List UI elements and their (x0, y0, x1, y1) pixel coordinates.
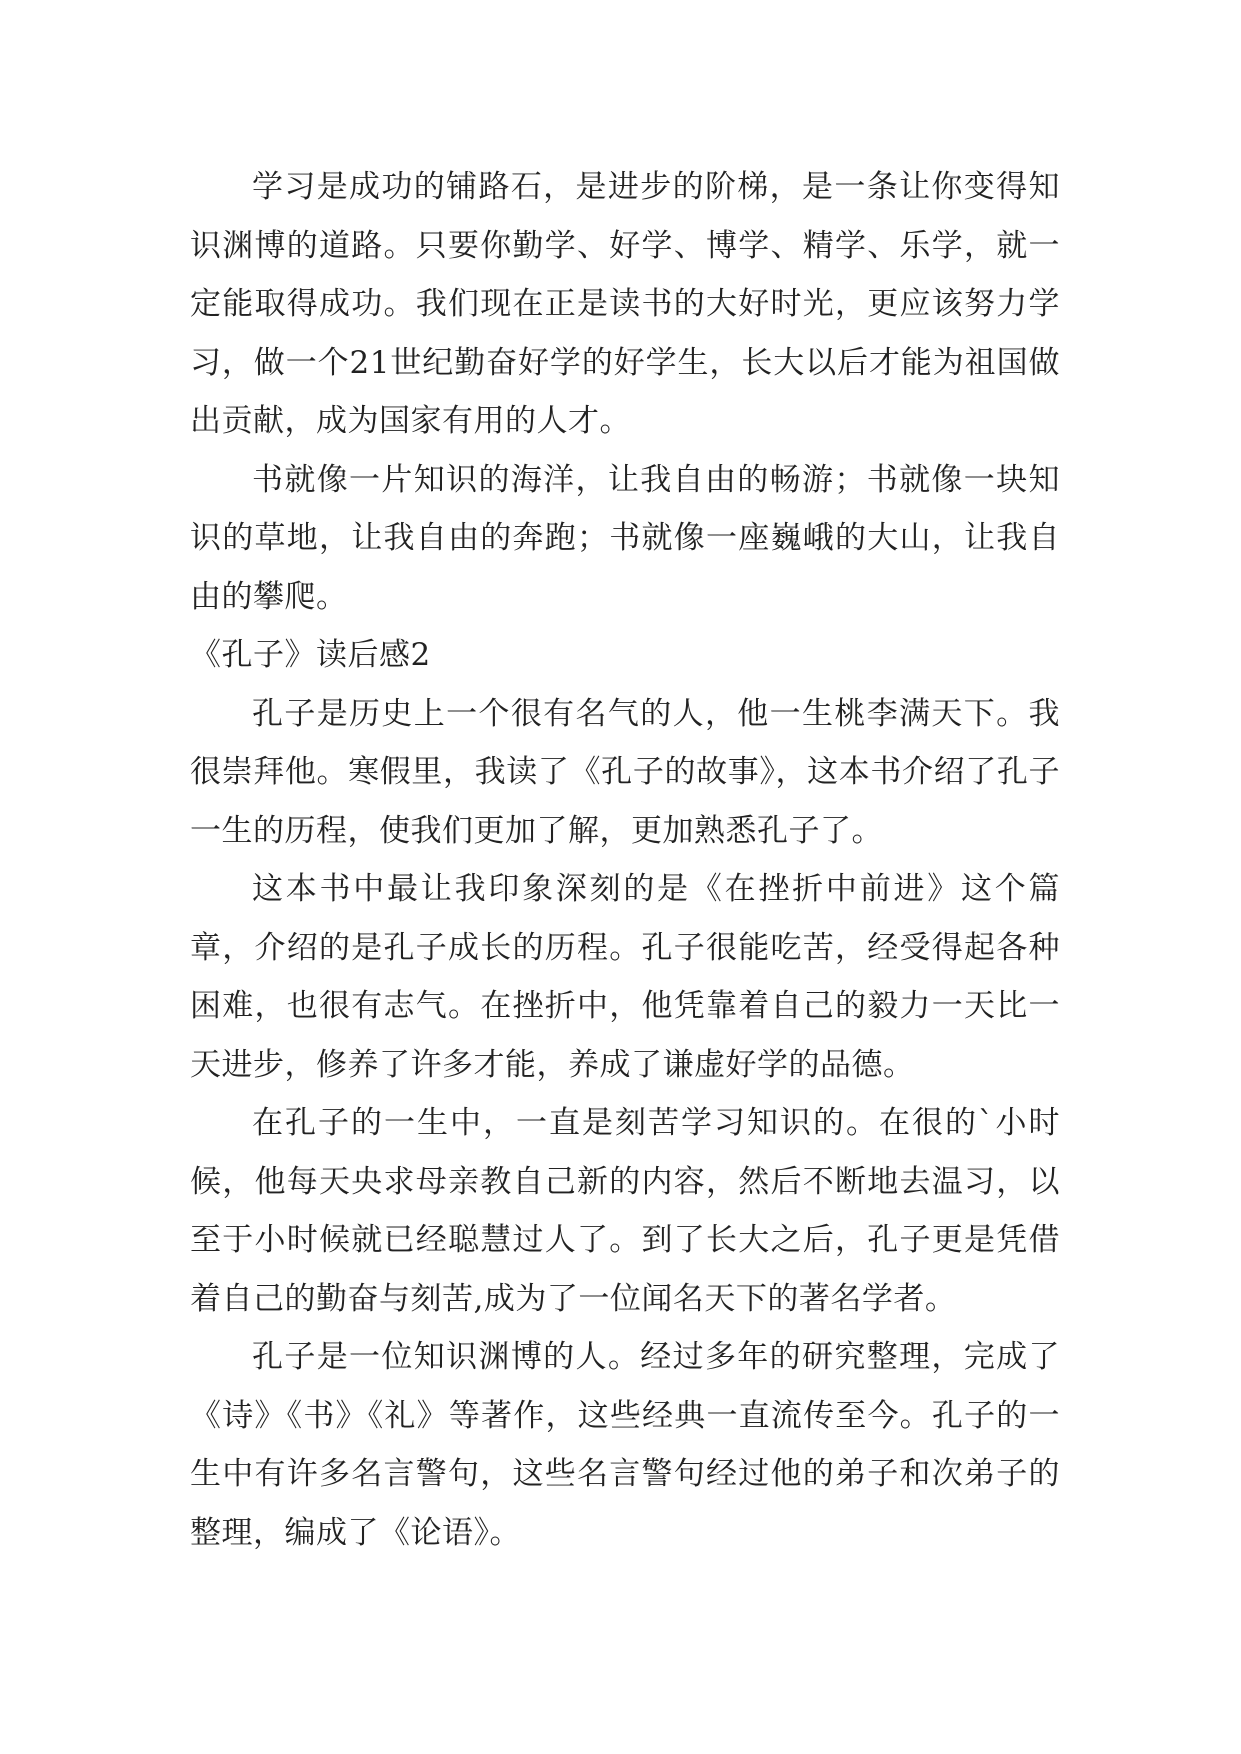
paragraph: 在孔子的一生中，一直是刻苦学习知识的。在很的`小时候，他每天央求母亲教自己新的内容，然后不断地去温习，以至于小时候就已经聪慧过人了。到了长大之后，孔子更是凭借着自己的勤奋与刻苦,成为了一位闻名天下的著名学者。 (190, 1105, 1060, 1317)
paragraph: 学习是成功的铺路石，是进步的阶梯，是一条让你变得知识渊博的道路。只要你勤学、好学、博学、精学、乐学，就一定能取得成功。我们现在正是读书的大好时光，更应该努力学习，做一个21世纪勤奋好学的好学生，长大以后才能为祖国做出贡献，成为国家有用的人才。 (190, 169, 1060, 439)
paragraph: 孔子是一位知识渊博的人。经过多年的研究整理，完成了《诗》《书》《礼》等著作，这些经典一直流传至今。孔子的一生中有许多名言警句，这些名言警句经过他的弟子和次弟子的整理，编成了《论语》。 (190, 1339, 1060, 1551)
paragraph: 这本书中最让我印象深刻的是《在挫折中前进》这个篇章，介绍的是孔子成长的历程。孔子很能吃苦，经受得起各种困难，也很有志气。在挫折中，他凭靠着自己的毅力一天比一天进步，修养了许多才能，养成了谦虚好学的品德。 (190, 871, 1060, 1083)
document-body (190, 158, 1060, 1562)
paragraph: 孔子是历史上一个很有名气的人，他一生桃李满天下。我很崇拜他。寒假里，我读了《孔子的故事》，这本书介绍了孔子一生的历程，使我们更加了解，更加熟悉孔子了。 (190, 695, 1060, 849)
section-title: 《孔子》读后感2 (190, 637, 431, 673)
paragraph: 书就像一片知识的海洋，让我自由的畅游；书就像一块知识的草地，让我自由的奔跑；书就像一座巍峨的大山，让我自由的攀爬。 (190, 461, 1060, 615)
